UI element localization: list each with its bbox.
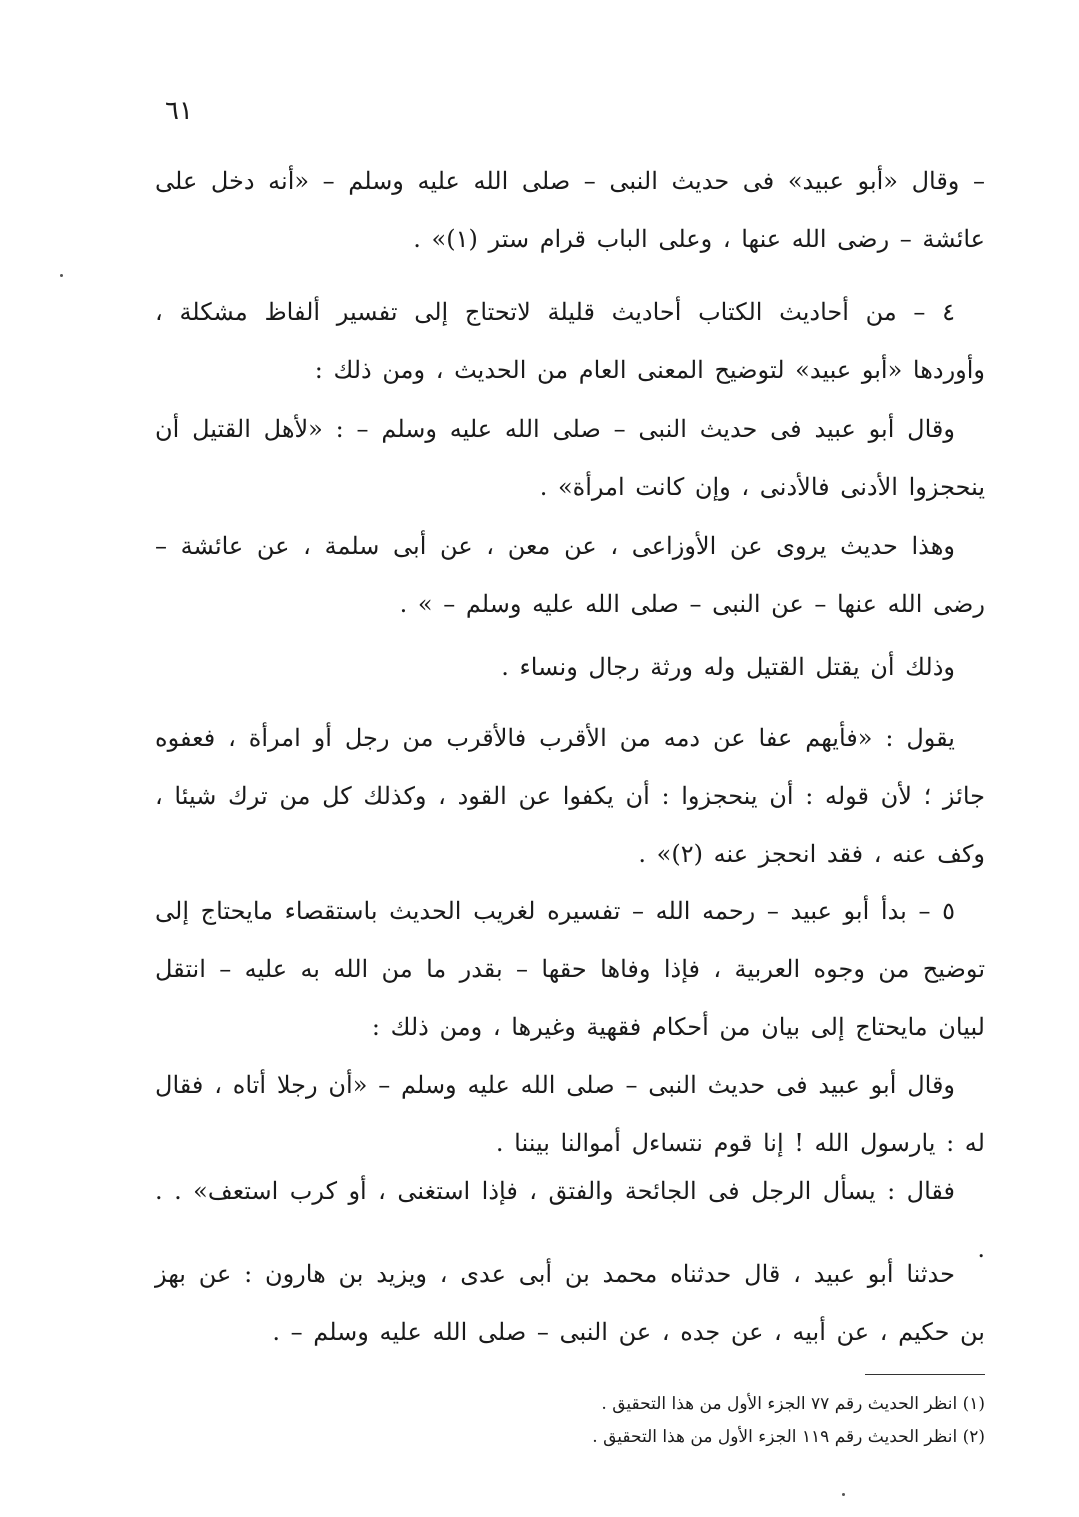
footnote-1: (١) انظر الحديث رقم ٧٧ الجزء الأول من هذا التحقيق . bbox=[601, 1394, 985, 1414]
scan-speck bbox=[842, 1493, 845, 1496]
paragraph-7: ٥ – بدأ أبو عبيد – رحمه الله – تفسيره لغريب الحديث باستقصاء مايحتاج إلى توضيح من وجوه العربية ، فإذا وفاها حقها – بقدر ما من الله به عليه – انتقل لبيان مايحتاج إلى بيان من أحكام فقهية وغيرها ، ومن ذلك : bbox=[155, 897, 985, 1041]
paragraph-4: وهذا حديث يروى عن الأوزاعى ، عن معن ، عن أبى سلمة ، عن عائشة – رضى الله عنها – عن النبى – صلى الله عليه وسلم – » . bbox=[155, 532, 985, 618]
scan-speck bbox=[60, 274, 63, 277]
paragraph-10: حدثنا أبو عبيد ، قال حدثناه محمد بن أبى عدى ، ويزيد بن هارون : عن بهز بن حكيم ، عن أبيه ، عن جده ، عن النبى – صلى الله عليه وسلم – . bbox=[155, 1260, 985, 1346]
paragraph-9: فقال : يسأل الرجل فى الجائحة والفتق ، فإذا استغنى ، أو كرب استعف» . . . bbox=[155, 1177, 985, 1263]
paragraph-2: ٤ – من أحاديث الكتاب أحاديث قليلة لاتحتاج إلى تفسير ألفاظ مشكلة ، وأوردها «أبو عبيد» لتوضيح المعنى العام من الحديث ، ومن ذلك : bbox=[155, 298, 985, 384]
footnote-separator bbox=[865, 1374, 985, 1375]
paragraph-5: وذلك أن يقتل القتيل وله ورثة رجال ونساء . bbox=[501, 653, 955, 681]
footnote-2: (٢) انظر الحديث رقم ١١٩ الجزء الأول من هذا التحقيق . bbox=[592, 1427, 985, 1447]
paragraph-8: وقال أبو عبيد فى حديث النبى – صلى الله عليه وسلم – «أن رجلا أتاه ، فقال له : يارسول الله ! إنا قوم نتساءل أموالنا بيننا . bbox=[155, 1071, 985, 1157]
footnotes bbox=[480, 1388, 985, 1454]
paragraph-6: يقول : «فأيهم عفا عن دمه من الأقرب فالأقرب من رجل أو امرأة ، فعفوه جائز ؛ لأن قوله : أن ينحجزوا : أن يكفوا عن القود ، وكذلك كل من ترك شيئا ، وكف عنه ، فقد انحجز عنه (٢)» . bbox=[155, 724, 985, 868]
page-number: ٦١ bbox=[165, 96, 193, 126]
paragraph-3: وقال أبو عبيد فى حديث النبى – صلى الله عليه وسلم – : «لأهل القتيل أن ينحجزوا الأدنى فالأدنى ، وإن كانت امرأة» . bbox=[155, 415, 985, 501]
paragraph-1: – وقال «أبو عبيد» فى حديث النبى – صلى الله عليه وسلم – «أنه دخل على عائشة – رضى الله عنها ، وعلى الباب قرام ستر (١)» . bbox=[155, 167, 985, 253]
